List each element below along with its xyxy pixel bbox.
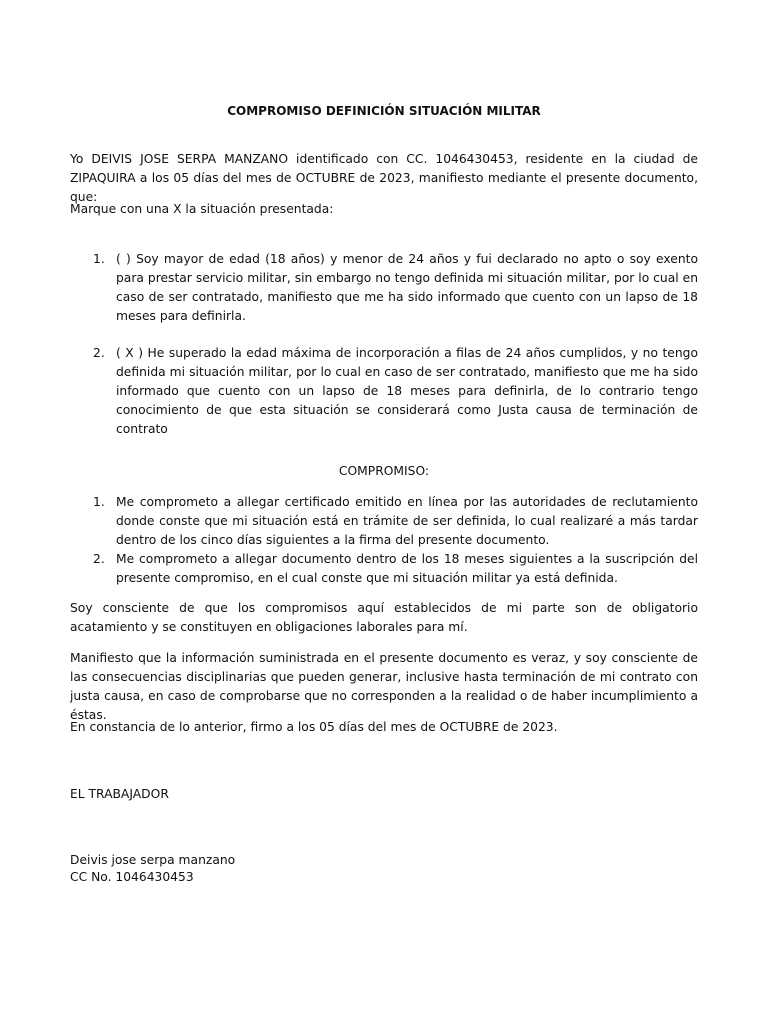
commitment-heading: COMPROMISO: (338, 464, 430, 478)
signer-id: CC No. 1046430453 (70, 870, 194, 884)
intro-paragraph: Yo DEIVIS JOSE SERPA MANZANO identificado con CC. 1046430453, residente en la ciudad de ZIPAQUIRA a los 05 días del mes de OCTUBRE de 2023, manifiesto mediante el presente documento, que: (70, 152, 698, 204)
signer-name: Deivis jose serpa manzano (70, 853, 236, 867)
commitment-item-1 (70, 493, 698, 550)
commitment-item-2 (70, 550, 698, 588)
situation-options-2 (70, 344, 698, 439)
situation-option-2 (70, 344, 698, 439)
situation-option-text: ( X ) He superado la edad máxima de incorporación a filas de 24 años cumplidos, y no tengo definida mi situación militar, por lo cual en caso de ser contratado, manifiesto que me ha sido informado que cuento con un lapso de 18 meses para definirla, de lo contrario tengo conocimiento de que esta situación se considerará como Justa causa de terminación de contrato (116, 346, 698, 436)
signer-role: EL TRABAJADOR (70, 787, 169, 801)
list-number: 2. (93, 552, 105, 566)
commitment-text: Me comprometo a allegar certificado emitido en línea por las autoridades de reclutamiento donde conste que mi situación está en trámite de ser definida, lo cual realizaré a más tardar dentro de los cinco días siguientes a la firma del presente documento. (116, 495, 698, 547)
commitments-list (70, 493, 698, 588)
list-number: 1. (93, 252, 105, 266)
obligations-paragraph: Soy consciente de que los compromisos aquí establecidos de mi parte son de obligatorio acatamiento y se constituyen en obligaciones laborales para mí. (70, 601, 698, 634)
commitment-text: Me comprometo a allegar documento dentro de los 18 meses siguientes a la suscripción del presente compromiso, en el cual conste que mi situación militar ya está definida. (116, 552, 698, 585)
list-number: 2. (93, 346, 105, 360)
veracity-paragraph: Manifiesto que la información suministrada en el presente documento es veraz, y soy consciente de las consecuencias disciplinarias que pueden generar, inclusive hasta terminación de mi contrato con justa causa, en caso de comprobarse que no corresponden a la realidad o de haber incumplimiento a éstas. (70, 651, 698, 722)
situation-options (70, 250, 698, 326)
signature-statement: En constancia de lo anterior, firmo a los 05 días del mes de OCTUBRE de 2023. (70, 720, 558, 734)
situation-option-1 (70, 250, 698, 326)
instruction-text: Marque con una X la situación presentada: (70, 202, 334, 216)
situation-option-text: ( ) Soy mayor de edad (18 años) y menor de 24 años y fui declarado no apto o soy exento para prestar servicio militar, sin embargo no tengo definida mi situación militar, por lo cual en caso de ser contratado, manifiesto que me ha sido informado que cuento con un lapso de 18 meses para definirla. (116, 252, 698, 323)
list-number: 1. (93, 495, 105, 509)
document-title: COMPROMISO DEFINICIÓN SITUACIÓN MILITAR (227, 104, 541, 118)
